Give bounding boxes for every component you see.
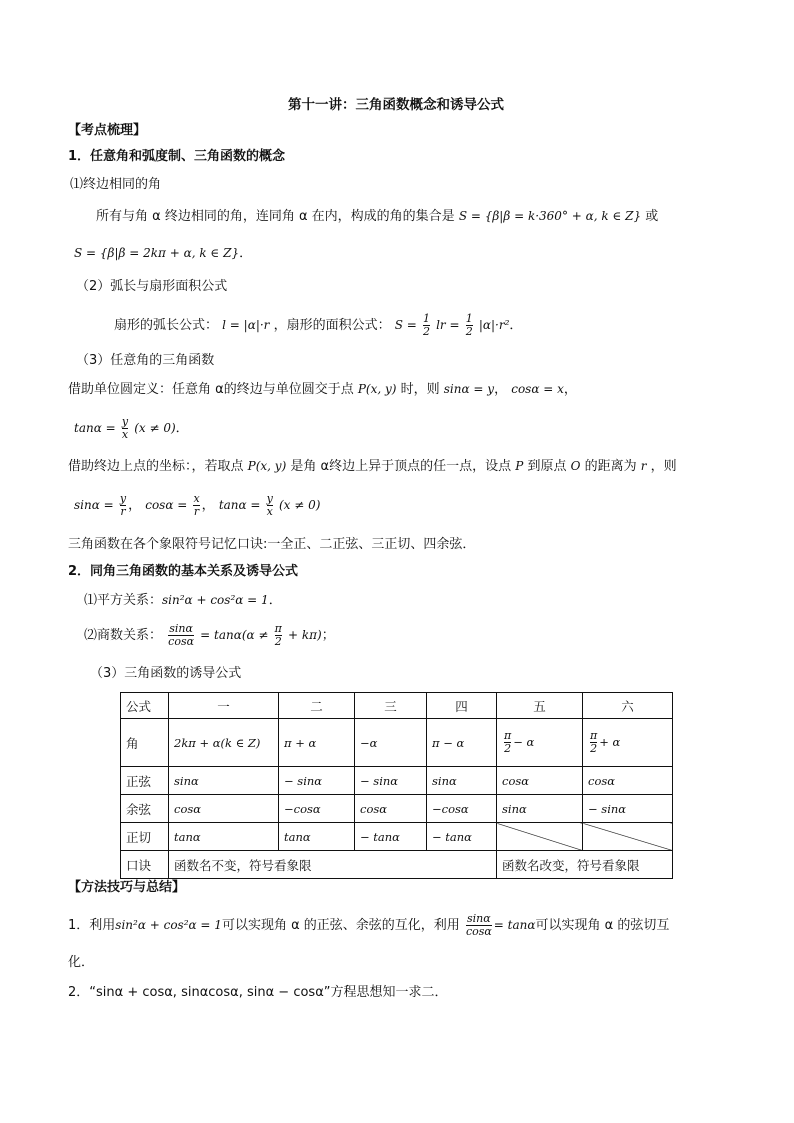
- table-cell: − sinα: [355, 767, 427, 795]
- fraction-sin-over-cos: $\frac{\sin\alpha}{\cos\alpha}$: [465, 912, 492, 938]
- table-cell-mnemonic-changed: 函数名改变，符号看象限: [497, 851, 673, 879]
- fraction-pi-over-2: $\frac{\pi}{2}$: [590, 729, 598, 755]
- section-heading-method: 【方法技巧与总结】: [68, 880, 186, 895]
- table-header-cell: 五: [497, 693, 583, 719]
- paragraph-coterminal: 所有与角 α 终边相同的角，连同角 α 在内，构成的角的集合是 S = {β|β = k·360° + α, k ∈ Z} 或: [96, 209, 659, 224]
- fraction-y-over-x: $\frac{y}{x}$: [121, 415, 129, 441]
- formula-pythagorean: sin²α + cos²α = 1: [115, 918, 222, 932]
- fraction-half: $\frac{1}{2}$: [422, 312, 430, 338]
- table-cell: − sinα: [583, 795, 673, 823]
- paragraph-quotient-relation: ⑵商数关系： $\frac{\sin\alpha}{\cos\alpha}$ = tanα(α ≠ $\frac{\pi}{2}$ + kπ)；: [84, 622, 335, 648]
- table-row-label: 余弦: [121, 795, 169, 823]
- table-row-tangent: [121, 823, 673, 851]
- table-cell: tanα: [169, 823, 279, 851]
- table-cell: − tanα: [427, 823, 497, 851]
- fraction-pi-over-2: $\frac{\pi}{2}$: [274, 622, 282, 648]
- table-header-row: [121, 693, 673, 719]
- section-heading-kaodian: 【考点梳理】: [68, 123, 147, 138]
- formula-arc-length: l = |α|·r: [222, 318, 270, 332]
- sub-heading-1: ⑴终边相同的角: [70, 177, 162, 192]
- paragraph-terminal-point: 借助终边上点的坐标：，若取点 P(x, y) 是角 α终边上异于顶点的任一点，设点 P 到原点 O 的距离为 r ，则: [68, 459, 677, 474]
- fraction-y-over-x: $\frac{y}{x}$: [266, 492, 273, 518]
- fraction-pi-over-2: $\frac{\pi}{2}$: [504, 729, 512, 755]
- paragraph-method-1: 1．利用sin²α + cos²α = 1可以实现角 α 的正弦、余弦的互化，利用 $\frac{\sin\alpha}{\cos\alpha}$ = tanα可以实现角 α 的弦切互: [68, 912, 670, 938]
- table-row-label: 正切: [121, 823, 169, 851]
- fraction-half: $\frac{1}{2}$: [465, 312, 473, 338]
- table-row-label: 口诀: [121, 851, 169, 879]
- table-cell: cosα: [355, 795, 427, 823]
- table-cell: − sinα: [279, 767, 355, 795]
- table-cell: tanα: [279, 823, 355, 851]
- table-cell: π − α: [427, 719, 497, 767]
- paragraph-method-2: 2．“sinα + cosα, sinαcosα, sinα − cosα”方程思想知一求二．: [68, 985, 448, 1000]
- table-cell-mnemonic-unchanged: 函数名不变，符号看象限: [169, 851, 497, 879]
- paragraph-square-relation: ⑴平方关系：sin²α + cos²α = 1．: [84, 593, 282, 608]
- table-cell: −cosα: [279, 795, 355, 823]
- paragraph-method-1-cont: 化．: [68, 955, 95, 970]
- formula-tan-unit-line: tanα = $\frac{y}{x}$ (x ≠ 0)．: [74, 415, 189, 441]
- table-cell: sinα: [427, 767, 497, 795]
- table-row-mnemonic: [121, 851, 673, 879]
- table-cell: − tanα: [355, 823, 427, 851]
- table-header-cell: 二: [279, 693, 355, 719]
- formula-pythagorean: sin²α + cos²α = 1: [162, 593, 269, 607]
- table-cell: −α: [355, 719, 427, 767]
- formula-set-radians-line: S = {β|β = 2kπ + α, k ∈ Z}．: [74, 246, 253, 261]
- table-cell: sinα: [497, 795, 583, 823]
- fraction-sin-over-cos: $\frac{\sin\alpha}{\cos\alpha}$: [168, 622, 195, 648]
- table-cell: cosα: [169, 795, 279, 823]
- table-row-angle: [121, 719, 673, 767]
- heading-2: 2．同角三角函数的基本关系及诱导公式: [68, 564, 299, 579]
- sub-heading-induction: （3）三角函数的诱导公式: [90, 666, 242, 681]
- table-cell: 2kπ + α(k ∈ Z): [169, 719, 279, 767]
- table-row-label: 正弦: [121, 767, 169, 795]
- fraction-x-over-r: $\frac{x}{r}$: [193, 492, 200, 518]
- formula-set-radians: S = {β|β = 2kπ + α, k ∈ Z}: [74, 246, 240, 260]
- table-row-sine: [121, 767, 673, 795]
- sub-heading-2: （2）弧长与扇形面积公式: [76, 279, 228, 294]
- heading-1: 1．任意角和弧度制、三角函数的概念: [68, 149, 286, 164]
- table-cell: $\frac{\pi}{2}$ − α: [497, 719, 583, 767]
- table-header-cell: 六: [583, 693, 673, 719]
- table-cell-empty-diagonal: [583, 823, 673, 851]
- paragraph-unit-circle: 借助单位圆定义：任意角 α的终边与单位圆交于点 P(x, y) 时，则 sinα = y， cosα = x，: [68, 382, 577, 397]
- table-header-cell: 三: [355, 693, 427, 719]
- formula-set-degrees: S = {β|β = k·360° + α, k ∈ Z}: [458, 209, 642, 223]
- formula-cos-unit: cosα = x: [511, 382, 564, 396]
- formula-trig-ratios-line: sinα = $\frac{y}{r}$ ， cosα = $\frac{x}{r}$ ， tanα = $\frac{y}{x}$ (x ≠ 0): [74, 492, 321, 518]
- table-cell: −cosα: [427, 795, 497, 823]
- table-cell: cosα: [497, 767, 583, 795]
- table-cell-empty-diagonal: [497, 823, 583, 851]
- paragraph-sector: 扇形的弧长公式： l = |α|·r ，扇形的面积公式： S = $\frac{1}{2}$ lr = $\frac{1}{2}$ |α|·r²．: [114, 312, 523, 338]
- induction-formula-table: [120, 692, 673, 879]
- table-cell: cosα: [583, 767, 673, 795]
- sub-heading-3: （3）任意角的三角函数: [76, 353, 215, 368]
- paragraph-sign-mnemonic: 三角函数在各个象限符号记忆口诀:一全正、二正弦、三正切、四余弦．: [68, 537, 476, 552]
- table-row-label: 角: [121, 719, 169, 767]
- table-header-cell: 四: [427, 693, 497, 719]
- table-cell: π + α: [279, 719, 355, 767]
- table-cell: sinα: [169, 767, 279, 795]
- table-header-cell: 公式: [121, 693, 169, 719]
- fraction-y-over-r: $\frac{y}{r}$: [119, 492, 127, 518]
- table-row-cosine: [121, 795, 673, 823]
- table-header-cell: 一: [169, 693, 279, 719]
- formula-sin-unit: sinα = y: [443, 382, 495, 396]
- table-cell: $\frac{\pi}{2}$ + α: [583, 719, 673, 767]
- document-title: 第十一讲：三角函数概念和诱导公式: [288, 97, 504, 113]
